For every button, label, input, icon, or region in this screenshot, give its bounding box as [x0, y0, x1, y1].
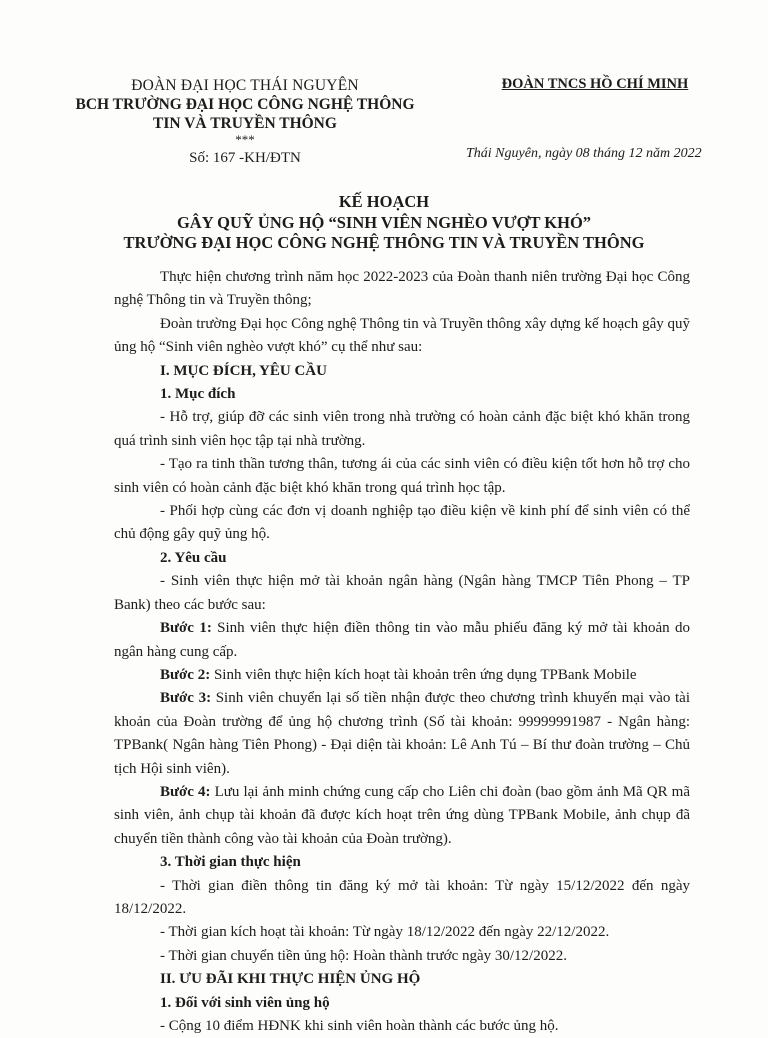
- step-3: [114, 687, 690, 781]
- donor-benefit-1: - Cộng 10 điểm HĐNK khi sinh viên hoàn thành các bước ủng hộ.: [160, 1018, 559, 1034]
- issuer-header: [60, 76, 430, 168]
- step-3-label: Bước 3:: [160, 690, 212, 707]
- step-4: [114, 781, 690, 851]
- document-number: Số: 167 -KH/ĐTN: [189, 150, 301, 166]
- step-1-label: Bước 1:: [160, 620, 212, 637]
- issuer-line-3: TIN VÀ TRUYỀN THÔNG: [153, 115, 337, 132]
- header-stars: ***: [235, 132, 255, 147]
- document-title: [60, 192, 708, 254]
- timeline-item-2: - Thời gian kích hoạt tài khoản: Từ ngày 18/12/2022 đến ngày 22/12/2022.: [160, 924, 610, 941]
- step-4-text: Lưu lại ảnh minh chứng cung cấp cho Liên chi đoàn (bao gồm ảnh Mã QR mã sinh viên, ảnh chụp tài khoản đã được kích hoạt trên ứng dùng TPBank Mobile, ảnh chụp đã chuyển tiền thành công vào tài khoản của Đoàn trường).: [114, 783, 691, 847]
- document-date: Thái Nguyên, ngày 08 tháng 12 năm 2022: [466, 146, 702, 161]
- step-1: [114, 617, 690, 664]
- purpose-item-1: - Hỗ trợ, giúp đỡ các sinh viên trong nhà trường có hoàn cảnh đặc biệt khó khăn trong quá trình sinh viên học tập tại nhà trường.: [114, 409, 690, 449]
- step-1-text: Sinh viên thực hiện điền thông tin vào mẫu phiếu đăng ký mở tài khoản do ngân hàng cung cấp.: [114, 620, 690, 660]
- requirement-item-1: - Sinh viên thực hiện mở tài khoản ngân hàng (Ngân hàng TMCP Tiên Phong – TP Bank) theo các bước sau:: [114, 573, 690, 613]
- issuer-line-2: BCH TRƯỜNG ĐẠI HỌC CÔNG NGHỆ THÔNG: [75, 96, 415, 113]
- section-heading-1: I. MỤC ĐÍCH, YÊU CẦU: [160, 362, 327, 379]
- organization-title: ĐOÀN TNCS HỒ CHÍ MINH: [501, 76, 689, 92]
- subsection-heading-requirements: 2. Yêu cầu: [160, 549, 227, 566]
- step-3-text: Sinh viên chuyển lại số tiền nhận được theo chương trình khuyến mại vào tài khoản của Đoàn trường để ủng hộ chương trình (Số tài khoản: 99999991987 - Ngân hàng: TPBank( Ngân hàng Tiên Phong) - Đại diện tài khoản: Lê Anh Tú – Bí thư đoàn trường – Chủ tịch Hội sinh viên).: [114, 690, 690, 777]
- step-4-label: Bước 4:: [160, 783, 211, 800]
- purpose-item-2: - Tạo ra tinh thần tương thân, tương ái của các sinh viên có điều kiện tốt hơn hỗ trợ cho sinh viên có hoàn cảnh đặc biệt khó khăn trong quá trình học tập.: [114, 456, 690, 496]
- step-2-label: Bước 2:: [160, 666, 211, 683]
- timeline-item-3: - Thời gian chuyển tiền ủng hộ: Hoàn thành trước ngày 30/12/2022.: [160, 947, 567, 964]
- purpose-item-3: - Phối hợp cùng các đơn vị doanh nghiệp tạo điều kiện về kinh phí để sinh viên có thể chủ động gây quỹ ủng hộ.: [114, 503, 690, 543]
- timeline-item-1: - Thời gian điền thông tin đăng ký mở tài khoản: Từ ngày 15/12/2022 đến ngày 18/12/2022.: [114, 877, 690, 917]
- intro-paragraph-1: Thực hiện chương trình năm học 2022-2023 của Đoàn thanh niên trường Đại học Công nghệ Thông tin và Truyền thông;: [114, 269, 690, 309]
- title-line-3: TRƯỜNG ĐẠI HỌC CÔNG NGHỆ THÔNG TIN VÀ TRUYỀN THÔNG: [123, 233, 645, 252]
- subsection-heading-donors: 1. Đối với sinh viên ủng hộ: [160, 994, 330, 1011]
- subsection-heading-purpose: 1. Mục đích: [160, 386, 236, 403]
- issuer-line-1: ĐOÀN ĐẠI HỌC THÁI NGUYÊN: [131, 77, 359, 94]
- subsection-heading-timeline: 3. Thời gian thực hiện: [160, 854, 301, 871]
- step-2: [114, 664, 690, 687]
- document-body: [114, 266, 690, 1038]
- step-2-text: Sinh viên thực hiện kích hoạt tài khoản trên ứng dụng TPBank Mobile: [210, 666, 637, 683]
- title-line-1: KẾ HOẠCH: [338, 192, 430, 211]
- title-line-2: GÂY QUỸ ỦNG HỘ “SINH VIÊN NGHÈO VƯỢT KHÓ”: [176, 212, 592, 232]
- section-heading-2: II. ƯU ĐÃI KHI THỰC HIỆN ỦNG HỘ: [160, 971, 421, 988]
- intro-paragraph-2: Đoàn trường Đại học Công nghệ Thông tin và Truyền thông xây dựng kế hoạch gây quỹ ủng hộ “Sinh viên nghèo vượt khó” cụ thể như sau:: [114, 315, 690, 356]
